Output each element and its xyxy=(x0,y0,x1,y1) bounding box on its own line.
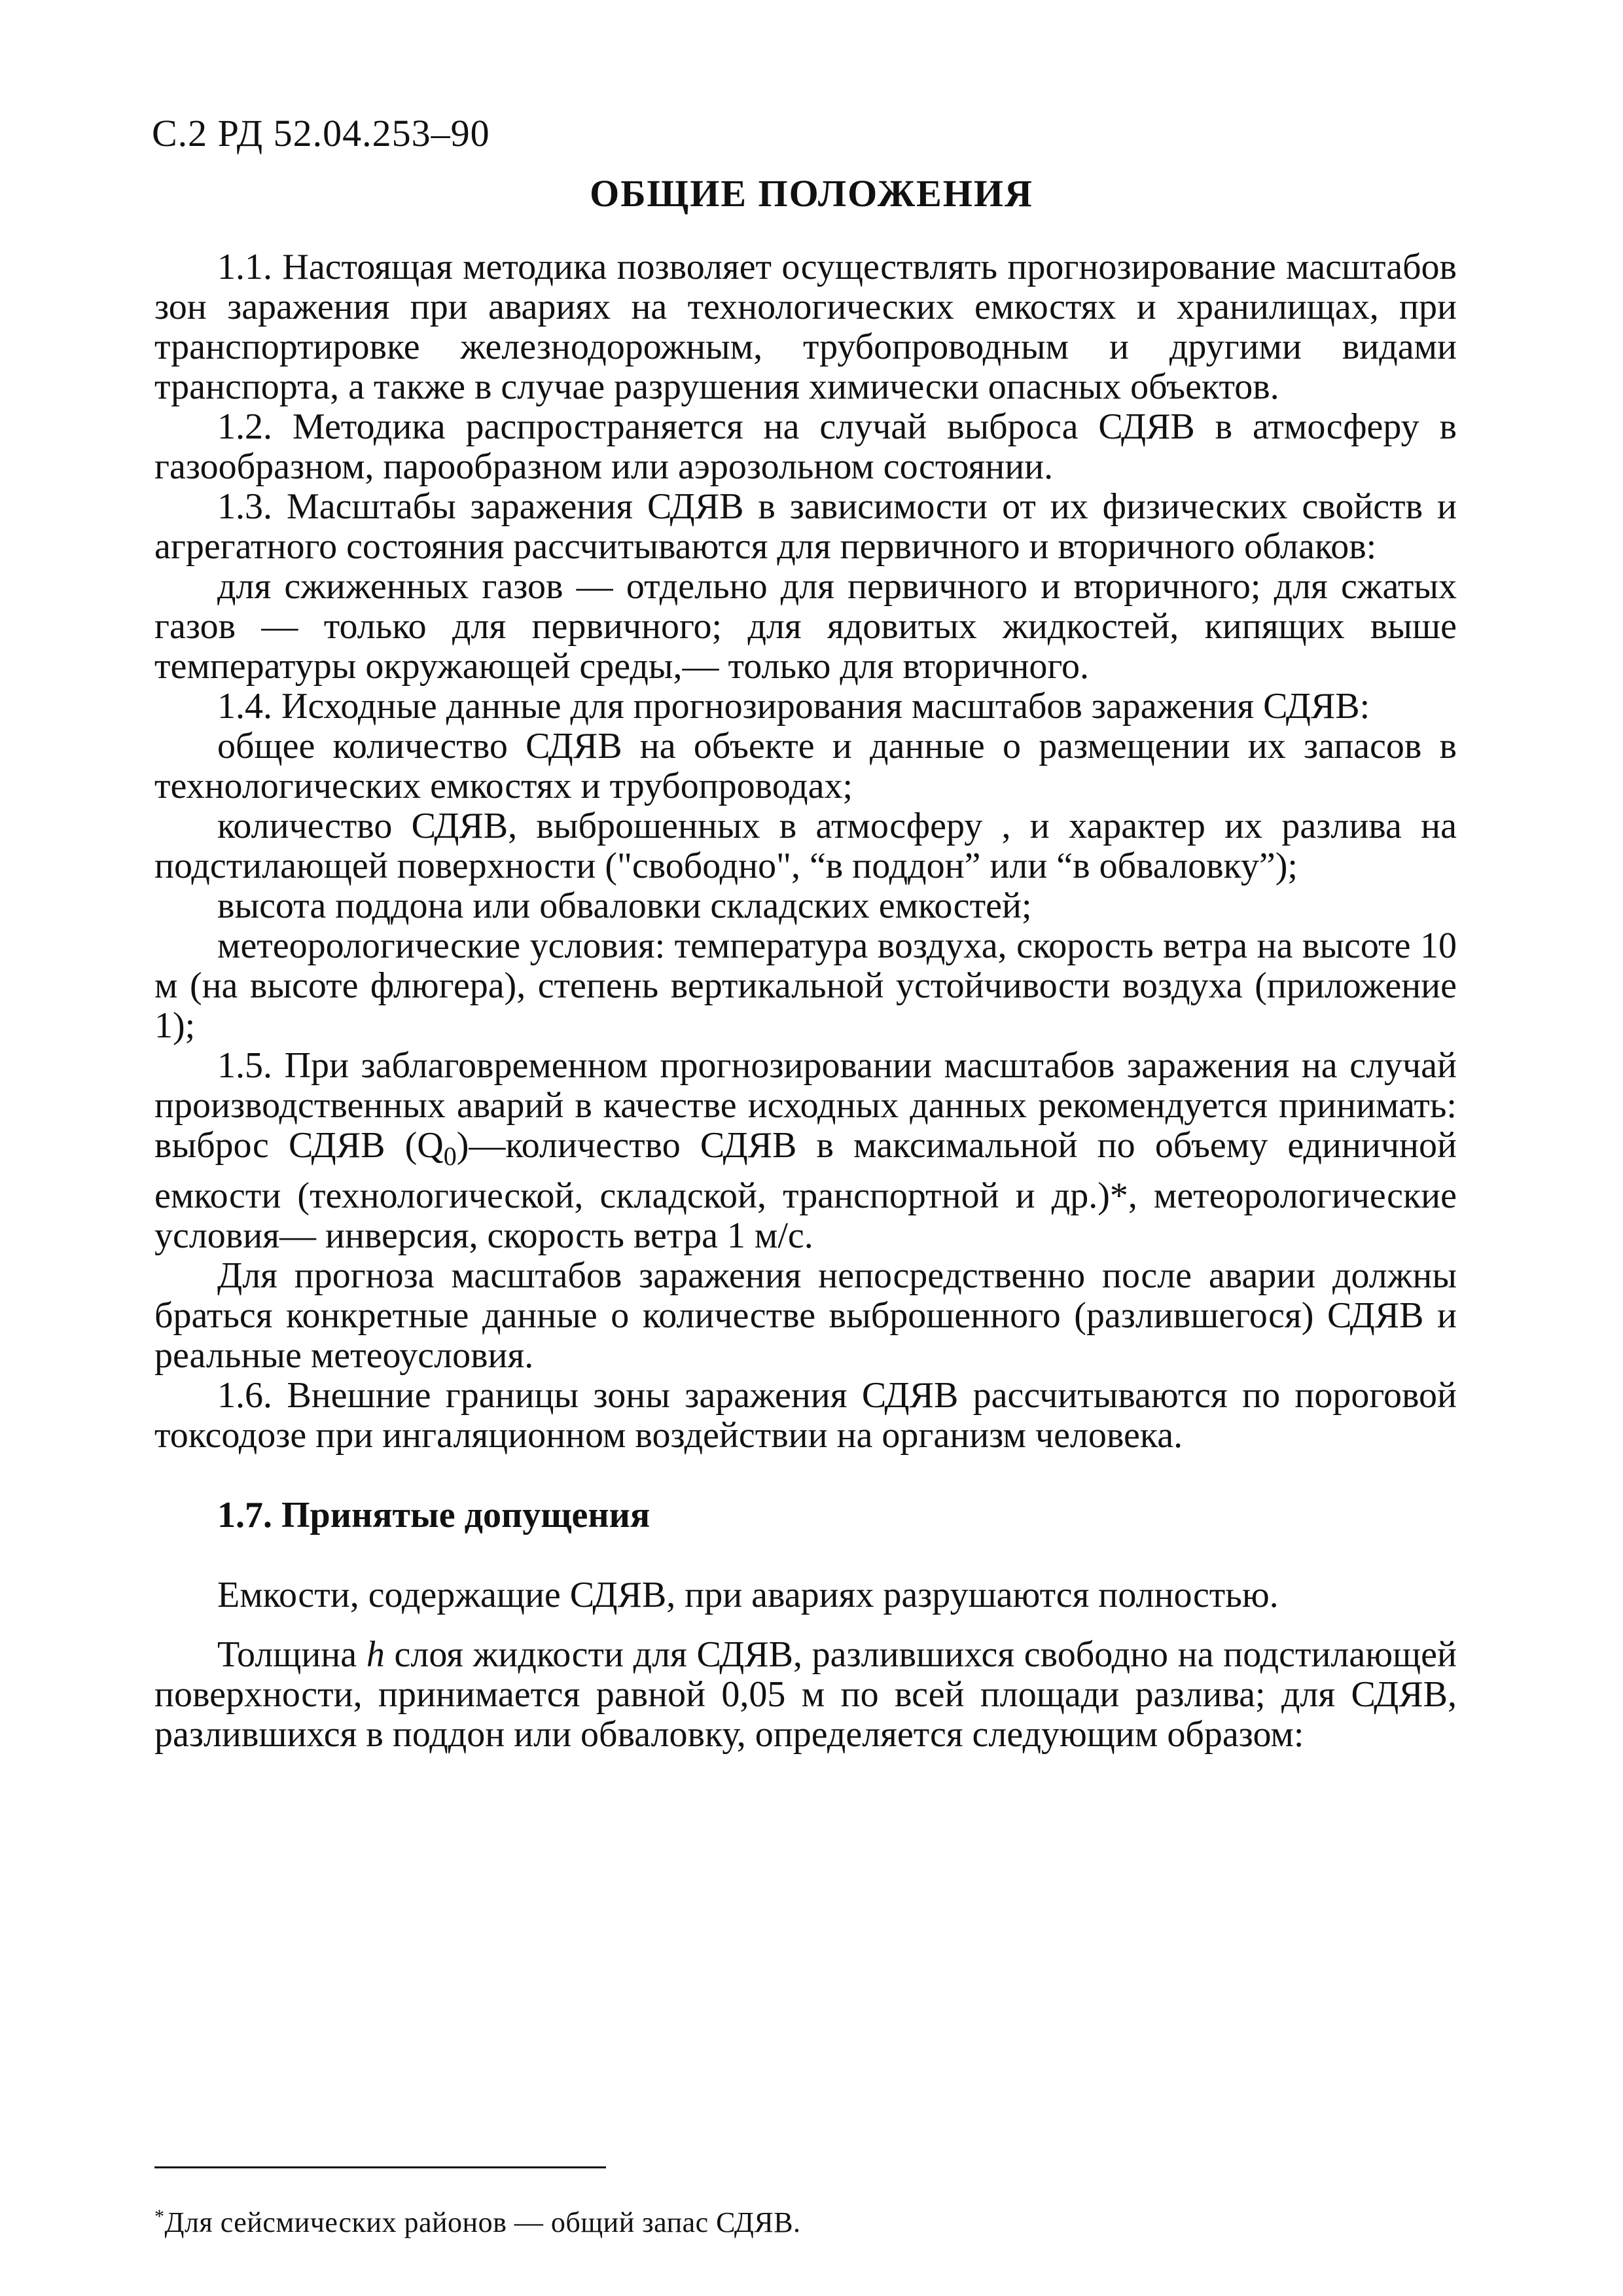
section-title: ОБЩИЕ ПОЛОЖЕНИЯ xyxy=(590,172,1033,215)
paragraph-1-5 xyxy=(154,1046,1457,1256)
footnote xyxy=(154,2206,801,2239)
paragraph-1-6: 1.6. Внешние границы зоны заражения СДЯВ рассчитываются по пороговой токсодозе при ингаляционном воздействии на организм человека. xyxy=(154,1375,1457,1456)
paragraph-1-4-item-d: метеорологические условия: температура воздуха, скорость ветра на высоте 10 м (на высоте флюгера), степень вертикальной устойчивости воздуха (приложение 1); xyxy=(154,925,1457,1046)
paragraph-1-2: 1.2. Методика распространяется на случай выброса СДЯВ в атмосферу в газообразном, парообразном или аэрозольном состоянии. xyxy=(154,406,1457,487)
paragraph-1-5-end: )—количество СДЯВ в максимальной по объему единичной емкости (технологической, складской, транспортной и др.)*, метеорологические условия— инверсия, скорость ветра 1 м/с. xyxy=(154,1125,1457,1257)
h-symbol: h xyxy=(366,1634,385,1676)
paragraph-1-3: 1.3. Масштабы заражения СДЯВ в зависимости от их физических свойств и агрегатного состояния рассчитываются для первичного и вторичного облаков: xyxy=(154,486,1457,567)
paragraph-1-1: 1.1. Настоящая методика позволяет осуществлять прогнозирование масштабов зон заражения при авариях на технологических емкостях и хранилищах, при транспортировке железнодорожным, трубопроводным и другими видами транспорта, а также в случае разрушения химически опасных объектов. xyxy=(154,247,1457,407)
paragraph-1-4-item-a: общее количество СДЯВ на объекте и данные о размещении их запасов в технологических емкостях и трубопроводах; xyxy=(154,726,1457,806)
paragraph-1-7-b-end: слоя жидкости для СДЯВ, разлившихся свободно на подстилающей поверхности, принимается равной 0,05 м по всей площади разлива; для СДЯВ, разлившихся в поддон или обваловку, определяется следующим образом: xyxy=(154,1634,1457,1755)
paragraph-1-5-b: Для прогноза масштабов заражения непосредственно после аварии должны браться конкретные данные о количестве выброшенного (разлившегося) СДЯВ и реальные метеоусловия. xyxy=(154,1255,1457,1376)
footnote-mark: * xyxy=(154,2206,165,2227)
running-head: С.2 РД 52.04.253–90 xyxy=(152,112,490,154)
subsection-title-1-7: 1.7. Принятые допущения xyxy=(217,1495,651,1536)
paragraph-1-4-item-c: высота поддона или обваловки складских емкостей; xyxy=(217,886,1032,926)
q-subscript: 0 xyxy=(443,1141,457,1172)
footnote-separator xyxy=(154,2166,606,2168)
paragraph-1-3-list: для сжиженных газов — отдельно для первичного и вторичного; для сжатых газов — только для первичного; для ядовитых жидкостей, кипящих выше температуры окружающей среды,— только для вторичного. xyxy=(154,566,1457,687)
paragraph-1-7-b xyxy=(154,1635,1457,1755)
paragraph-1-7-b-start: Толщина xyxy=(217,1634,366,1676)
paragraph-1-7-a: Емкости, содержащие СДЯВ, при авариях разрушаются полностью. xyxy=(217,1575,1279,1616)
footnote-text: Для сейсмических районов — общий запас СДЯВ. xyxy=(164,2206,801,2238)
paragraph-1-5-start: 1.5. При заблаговременном прогнозировании масштабов заражения на случай производственных аварий в качестве исходных данных рекомендуется принимать: выброс СДЯВ (Q xyxy=(154,1045,1457,1166)
paragraph-1-4-item-b: количество СДЯВ, выброшенных в атмосферу , и характер их разлива на подстилающей поверхности ("свободно", “в поддон” или “в обваловку”); xyxy=(154,806,1457,886)
paragraph-1-4: 1.4. Исходные данные для прогнозирования масштабов заражения СДЯВ: xyxy=(217,686,1370,726)
body-text xyxy=(154,247,1457,1755)
